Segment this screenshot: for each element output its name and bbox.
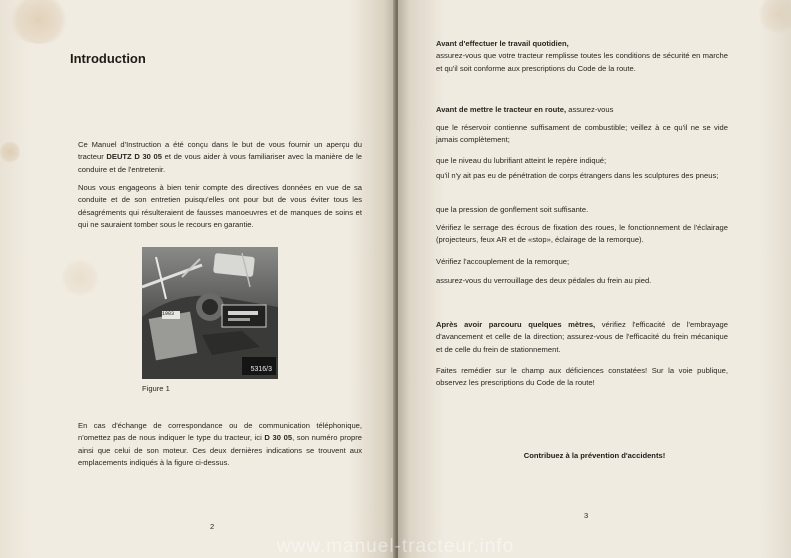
- tractor-model: DEUTZ D 30 05: [106, 152, 162, 162]
- check-item: Vérifiez l'accouplement de la remorque;: [436, 257, 570, 266]
- paper-stain: [8, 0, 70, 44]
- guidance-paragraph: Nous vous engageons à bien tenir compte des directives données en vue de sa conduite et de son entretien puisqu'elles ont pour but de vous éviter tous les désagréments qui résulteraient de fausses manoeuvres et de manques de soins et qui ne sauraient tomber sous le recours en garantie.: [78, 183, 362, 230]
- daily-work-section: Avant d'effectuer le travail quotidien, assurez-vous que votre tracteur remplisse toutes les conditions de sécurité en marche et qu'il soit conforme aux prescriptions du Code de la route.: [436, 39, 728, 73]
- check-item: que le réservoir contienne suffisament de combustible; veillez à ce qu'il ne se vide jamais complètement;: [436, 123, 728, 145]
- figure-caption: Figure 1: [142, 384, 170, 393]
- after-start-section: Après avoir parcouru quelques mètres, vérifiez l'efficacité de l'embrayage d'avancement et celle de la direction; assurez-vous de l'efficacité du frein mécanique et de celle du frein de stationnement.: [436, 320, 728, 354]
- defect-paragraph: Faites remédier sur le champ aux déficiences constatées! Sur la voie publique, observez les prescriptions du Code de la route!: [436, 366, 728, 388]
- contact-paragraph: En cas d'échange de correspondance ou de communication téléphonique, n'omettez pas de nous indiquer le type du tracteur, ici D 30 05, son numéro propre ainsi que celui de son moteur. Ces deux dernières indications se trouvent aux emplacements indiqués à la figure ci-dessus.: [78, 421, 362, 468]
- after-heading: Après avoir parcouru quelques mètres,: [436, 320, 596, 329]
- photo-plate-text: 1983: [162, 311, 175, 317]
- check-item: Vérifiez le serrage des écrous de fixation des roues, le fonctionnement de l'éclairage (projecteurs, feux AR et de «stop», éclairage de la remorque).: [436, 223, 728, 245]
- check-item: assurez-vous du verrouillage des deux pédales du frein au pied.: [436, 276, 652, 285]
- closing-slogan: Contribuez à la prévention d'accidents!: [523, 451, 666, 460]
- page-number-left: 2: [210, 522, 215, 531]
- paper-stain: [758, 0, 791, 34]
- figure-1-photo: [142, 247, 278, 379]
- daily-heading: Avant d'effectuer le travail quotidien,: [436, 39, 569, 48]
- site-watermark: www.manuel-tracteur.info: [276, 536, 515, 557]
- page-title: Introduction: [70, 51, 146, 66]
- tractor-model-short: D 30 05: [264, 433, 293, 443]
- paper-stain: [60, 260, 100, 296]
- photo-code: 5316/3: [250, 366, 272, 373]
- paper-stain: [0, 140, 20, 164]
- road-heading: Avant de mettre le tracteur en route, assurez-vous: [436, 105, 614, 114]
- page-number-right: 3: [584, 511, 589, 520]
- right-page: [398, 0, 791, 558]
- check-item: que la pression de gonflement soit suffisante.: [436, 205, 589, 214]
- check-item: que le niveau du lubrifiant atteint le repère indiqué;: [436, 156, 607, 165]
- intro-paragraph: Ce Manuel d'Instruction a été conçu dans le but de vous fournir un aperçu du tracteur DEUTZ D 30 05 et de vous aider à vous familiariser avec la manière de le conduire et de l'entretenir.: [78, 140, 362, 174]
- check-item: qu'il n'y ait pas eu de pénétration de corps étrangers dans les sculptures des pneus;: [436, 171, 719, 180]
